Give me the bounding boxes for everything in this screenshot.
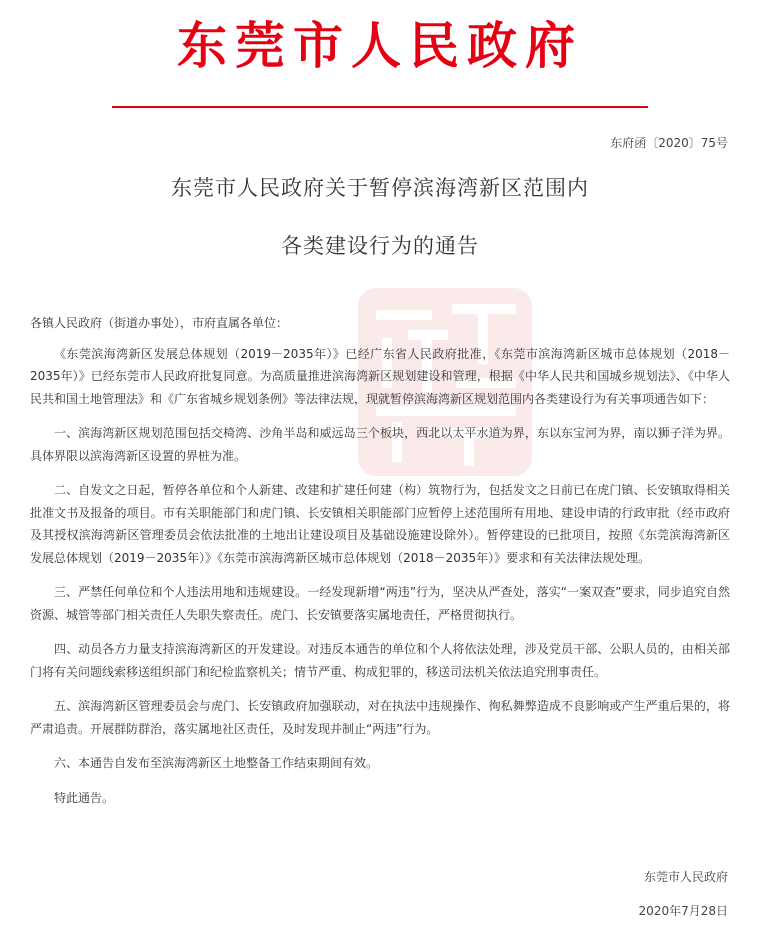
masthead-title: 东莞市人民政府 <box>177 17 583 75</box>
salutation: 各镇人民政府（街道办事处），市府直属各单位： <box>30 316 289 330</box>
document-number: 东府函〔2020〕75号 <box>610 136 728 150</box>
header-divider <box>112 106 648 108</box>
notice-title-line-2: 各类建设行为的通告 <box>281 234 479 258</box>
clause-6: 六、本通告自发布至滨海湾新区土地整备工作结束期间有效。 <box>54 756 379 770</box>
clause-4: 四、动员各方力量支持滨海湾新区的开发建设。对违反本通告的单位和个人将依法处理，涉及党员干部、公职人员的，由相关部门将有关问题线索移送组织部门和纪检监察机关；情节严重、构成犯罪的，移送司法机关依法追究刑事责任。 <box>30 642 730 679</box>
clause-1: 一、滨海湾新区规划范围包括交椅湾、沙角半岛和威远岛三个板块，西北以太平水道为界，东以东宝河为界，南以狮子洋为界。具体界限以滨海湾新区设置的界桩为准。 <box>30 426 730 463</box>
issue-date: 2020年7月28日 <box>638 904 728 918</box>
notice-title-line-1: 东莞市人民政府关于暂停滨海湾新区范围内 <box>171 176 589 200</box>
clause-2: 二、自发文之日起，暂停各单位和个人新建、改建和扩建任何建（构）筑物行为，包括发文之日前已在虎门镇、长安镇取得相关批准文书及报备的项目。市有关职能部门和虎门镇、长安镇相关职能部门应暂停上述范围所有用地、建设申请的行政审批（经市政府及其授权滨海湾新区管理委员会依法批准的土地出让建设项目及基础设施建设除外）。暂停建设的已批项目，按照《东莞滨海湾新区发展总体规划（2019－2035年）》《东莞市滨海湾新区城市总体规划（2018－2035年）》要求和有关法律法规处理。 <box>30 483 730 565</box>
closing-line: 特此通告。 <box>54 790 115 805</box>
preamble-paragraph: 《东莞滨海湾新区发展总体规划（2019－2035年）》已经广东省人民政府批准，《东莞市滨海湾新区城市总体规划（2018－2035年）》已经东莞市人民政府批复同意。为高质量推进滨海湾新区规划建设和管理，根据《中华人民共和国城乡规划法》、《中华人民共和国土地管理法》和《广东省城乡规划条例》等法律法规，现就暂停滨海湾新区规划范围内各类建设行为有关事项通告如下： <box>30 346 730 406</box>
issuer-signature: 东莞市人民政府 <box>643 870 728 884</box>
notice-body <box>30 312 730 821</box>
clause-3: 三、严禁任何单位和个人违法用地和违规建设。一经发现新增“两违”行为，坚决从严查处，落实“一案双查”要求，同步追究自然资源、城管等部门相关责任人失职失察责任。虎门、长安镇要落实属地责任，严格贯彻执行。 <box>30 585 730 622</box>
clause-5: 五、滨海湾新区管理委员会与虎门、长安镇政府加强联动，对在执法中违规操作、徇私舞弊造成不良影响或产生严重后果的，将严肃追责。开展群防群治，落实属地社区责任，及时发现并制止“两违”行为。 <box>30 699 730 736</box>
